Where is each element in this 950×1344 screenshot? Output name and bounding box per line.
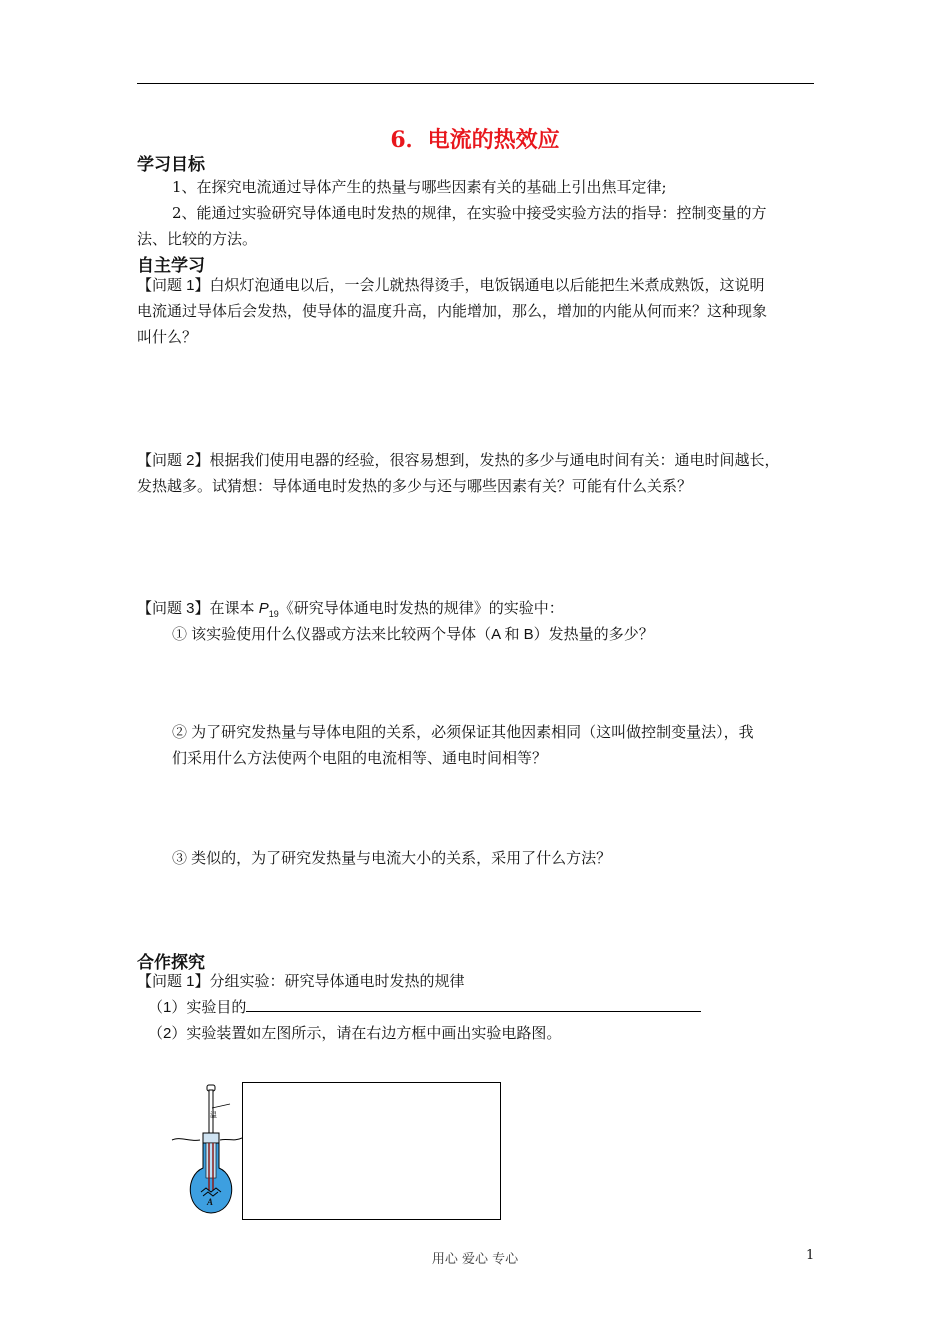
question-1-line-2: 电流通过导体后会发热，使导体的温度升高，内能增加，那么，增加的内能从何而来？这种现象 xyxy=(137,303,768,320)
question-3-suffix: 《研究导体通电时发热的规律》的实验中： xyxy=(278,600,564,617)
experiment-purpose-blank[interactable] xyxy=(246,995,701,1012)
question-1-line-3: 叫什么？ xyxy=(137,329,198,346)
goal-2-line-1: 2、能通过实验研究导体通电时发热的规律，在实验中接受实验方法的指导：控制变量的方 xyxy=(172,204,767,222)
page-title: 6．电流的热效应 xyxy=(390,127,560,153)
header-rule xyxy=(137,83,814,84)
cooperative-heading: 合作探究 xyxy=(137,953,205,973)
experiment-purpose-label: （1）实验目的 xyxy=(148,999,247,1016)
question-3-b-line-1: ② 为了研究发热量与导体电阻的关系，必须保证其他因素相同（这叫做控制变量法），我 xyxy=(172,724,754,741)
question-3-page-sub: 19 xyxy=(268,609,279,619)
flask-apparatus-figure xyxy=(170,1080,242,1220)
question-1-line-1: 【问题 1】白炽灯泡通电以后，一会儿就热得烫手，电饭锅通电以后能把生米煮成熟饭，这说明 xyxy=(137,277,765,294)
goal-1: 1、在探究电流通过导体产生的热量与哪些因素有关的基础上引出焦耳定律; xyxy=(172,178,667,196)
question-2-line-1: 【问题 2】根据我们使用电器的经验，很容易想到，发热的多少与通电时间有关：通电时间越长， xyxy=(137,452,780,469)
question-3-b-line-2: 们采用什么方法使两个电阻的电流相等、通电时间相等？ xyxy=(172,750,548,767)
experiment-setup-instruction: （2）实验装置如左图所示，请在右边方框中画出实验电路图。 xyxy=(148,1025,562,1042)
cooperative-question-1: 【问题 1】分组实验：研究导体通电时发热的规律 xyxy=(137,973,465,990)
question-3-prefix: 【问题 3】在课本 xyxy=(137,600,259,617)
goal-2-line-2: 法、比较的方法。 xyxy=(137,230,258,248)
question-3-a: ① 该实验使用什么仪器或方法来比较两个导体（A 和 B）发热量的多少？ xyxy=(172,626,654,643)
circuit-diagram-answer-box[interactable] xyxy=(242,1082,501,1220)
figure-label-side: 温 xyxy=(210,1111,217,1119)
page-number: 1 xyxy=(806,1248,815,1263)
question-2-line-2: 发热越多。试猜想：导体通电时发热的多少与还与哪些因素有关？可能有什么关系？ xyxy=(137,478,693,495)
question-3-c: ③ 类似的，为了研究发热量与电流大小的关系，采用了什么方法？ xyxy=(172,850,612,867)
footer-motto: 用心 爱心 专心 xyxy=(431,1252,519,1267)
goals-heading: 学习目标 xyxy=(137,155,205,175)
figure-label-a: A xyxy=(207,1197,214,1207)
experiment-purpose xyxy=(148,995,701,1021)
question-3-page: P xyxy=(258,600,269,617)
self-study-heading: 自主学习 xyxy=(137,256,205,276)
